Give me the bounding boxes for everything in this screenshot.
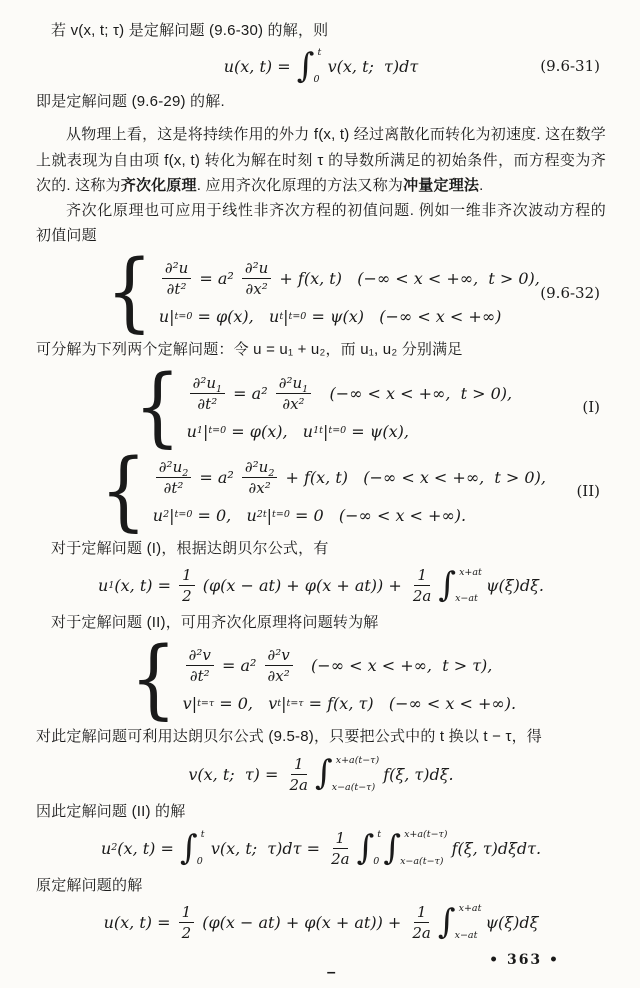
left-brace-icon: { — [133, 356, 181, 457]
lower-limit: 0 — [373, 855, 380, 867]
upper-limit: t — [317, 47, 322, 59]
num-subscript: 1 — [216, 383, 223, 395]
fraction-denominator: ∂t² — [166, 280, 187, 299]
cases-group — [130, 356, 513, 457]
math-run: | — [266, 505, 273, 525]
num-subscript: 2 — [182, 467, 189, 479]
fraction-numerator — [242, 458, 277, 478]
system-I — [36, 356, 606, 457]
term-impulse-theorem-method: 冲量定理法 — [403, 176, 480, 194]
math-run: = ψ(x) (−∞ < x < +∞) — [306, 307, 502, 327]
fraction-denominator: 2a — [412, 923, 431, 942]
integral — [296, 45, 322, 86]
math-run: = ψ(x), — [346, 421, 409, 441]
para-conclusion: 即是定解问题 (9.6-29) 的解. — [36, 93, 225, 111]
formula-v-solution — [36, 755, 606, 794]
integral-limits — [400, 829, 448, 867]
text-run: . 应用齐次化原理的方法又称为 — [196, 176, 404, 194]
integral-icon: ∫ — [437, 901, 456, 942]
fraction — [156, 458, 191, 497]
integral — [438, 564, 482, 605]
left-brace-icon: { — [130, 629, 177, 730]
cases-lines — [153, 458, 546, 525]
integral-icon: ∫ — [438, 564, 457, 605]
initial-conditions-line: u 2 | t=0 = 0, u 2t | t=0 = 0 (−∞ < x < +∞). — [152, 505, 467, 525]
fraction — [276, 374, 311, 413]
para-wave-equation-intro: 齐次化原理也可应用于线性非齐次方程的初值问题. 例如一维非齐次波动方程的初值问题 — [36, 201, 606, 245]
fraction-numerator: 1 — [414, 566, 430, 586]
fraction-denominator: 2a — [412, 587, 432, 606]
math-run: v| — [182, 694, 198, 714]
math-run: (x, t) = — [117, 838, 179, 858]
fraction — [186, 646, 214, 685]
pde-tail: + f(x, t) (−∞ < x < +∞, t > 0), — [274, 269, 540, 289]
lower-limit: x−at — [455, 593, 478, 605]
fraction-denominator: ∂x² — [248, 478, 271, 497]
para-physics-explanation — [36, 122, 606, 198]
integral-limits — [457, 568, 480, 604]
math-run: v(x, t; τ) = — [188, 764, 284, 784]
lower-limit: 0 — [313, 73, 320, 85]
fraction-denominator: ∂x² — [245, 280, 268, 299]
fraction-denominator: ∂t² — [189, 667, 210, 686]
fraction — [179, 903, 195, 942]
pde-line — [183, 646, 516, 685]
fraction-denominator: 2 — [181, 923, 192, 942]
fraction — [409, 903, 434, 942]
math-run: = φ(x), u — [226, 421, 314, 441]
equals-coefficient: = a² — [228, 383, 273, 403]
num-text: ∂²u — [158, 457, 183, 476]
fraction-denominator: 2a — [289, 775, 308, 794]
pde-tail: + f(x, t) (−∞ < x < +∞, t > 0), — [280, 467, 546, 487]
equals-coefficient: = a² — [194, 269, 239, 289]
cases-group — [96, 440, 546, 541]
fraction — [328, 829, 353, 868]
math-u-final — [104, 903, 539, 942]
left-brace-icon: { — [106, 242, 153, 343]
lower-limit: 0 — [196, 855, 203, 867]
fraction-numerator: 1 — [333, 829, 349, 849]
fraction-numerator: ∂²u — [242, 259, 271, 279]
para-original-solution: 原定解问题的解 — [36, 876, 143, 894]
eq-rhs: v(x, t; τ)dτ — [322, 56, 419, 76]
integral — [315, 753, 380, 794]
equation-number: (II) — [576, 482, 600, 501]
math-run: u — [186, 421, 197, 441]
cases-lines — [183, 646, 516, 713]
fraction-numerator: ∂²v — [265, 646, 293, 666]
fraction-denominator: ∂t² — [197, 394, 218, 413]
cases-group — [126, 629, 517, 730]
left-brace-icon: { — [100, 440, 147, 541]
fraction-numerator — [276, 374, 311, 394]
fraction — [179, 566, 195, 605]
math-run: (φ(x − at) + φ(x + at)) + — [197, 912, 407, 932]
integral-icon: ∫ — [179, 827, 198, 868]
initial-conditions-line: u| t=0 = φ(x), u t | t=0 = ψ(x) (−∞ < x < +∞) — [158, 307, 502, 327]
math-u2: u 2 (x, t) = ∫ t 0 v(x, t; τ)dτ = $\frac{1}{2a}$ ∫ t 0 ∫ x+a(t−τ) x−a(t−τ) f(ξ, τ)dξdτ. — [100, 827, 542, 868]
upper-limit: x+at — [459, 566, 482, 578]
math-run: | — [169, 505, 175, 525]
integral-limits — [375, 830, 381, 866]
para-solution-statement: 若 v(x, t; τ) 是定解问题 (9.6-30) 的解，则 — [51, 22, 329, 39]
para-therefore-II: 因此定解问题 (II) 的解 — [36, 802, 186, 820]
text-run: . — [479, 176, 484, 194]
math-run: | — [202, 421, 209, 441]
fraction-numerator: ∂²u — [162, 259, 191, 279]
math-run: v(x, t; τ)dτ = — [205, 838, 326, 858]
math-run: = 0, v — [214, 694, 278, 714]
math-run: f(ξ, τ)dξdτ. — [446, 838, 542, 858]
math-run: ψ(ξ)dξ — [480, 912, 539, 932]
equation-number: (9.6-31) — [540, 57, 600, 76]
num-subscript: 2 — [268, 467, 275, 479]
integral-icon: ∫ — [315, 753, 333, 794]
math-run: u| — [158, 307, 175, 327]
math-run: (φ(x − at) + φ(x + at)) + — [197, 576, 407, 596]
math-u1: u 1 (x, t) = $\frac{1}{2}$ (φ(x − at) + φ(x + at)) + $\frac{1}{2a}$ ∫ x+at x−at ψ(ξ)dξ. — [98, 564, 544, 606]
fraction — [190, 374, 225, 413]
fraction-numerator: 1 — [414, 903, 430, 923]
formula-u1-solution — [36, 566, 606, 605]
fraction — [242, 259, 271, 298]
cases-group — [102, 242, 540, 343]
upper-limit: x+at — [458, 903, 482, 915]
fraction-denominator: ∂x² — [282, 394, 305, 413]
math-run: | — [281, 694, 287, 714]
system-9-6-32 — [36, 242, 606, 343]
para-dalembert-I: 对于定解问题 (I)，根据达朗贝尔公式，有 — [51, 539, 329, 557]
equation-number: (9.6-32) — [540, 283, 600, 302]
fraction — [162, 259, 191, 298]
cases-lines — [187, 374, 513, 441]
pde-line — [153, 458, 546, 497]
formula-u2-solution — [36, 829, 606, 868]
upper-limit: t — [200, 829, 205, 841]
integral — [179, 827, 205, 868]
integral — [383, 827, 448, 868]
fraction-denominator: 2a — [331, 849, 350, 868]
integral-icon: ∫ — [356, 827, 375, 868]
math-run: | — [322, 421, 329, 441]
math-run: u — [152, 505, 164, 525]
fraction-numerator: 1 — [291, 755, 307, 775]
num-text: ∂²u — [278, 373, 303, 392]
equals-coefficient: = a² — [194, 467, 239, 487]
fraction-numerator — [156, 458, 191, 478]
fraction-denominator: ∂t² — [163, 478, 184, 497]
math-run: = φ(x), u — [192, 307, 280, 327]
fraction-numerator: 1 — [179, 566, 195, 586]
integral-icon: ∫ — [383, 827, 402, 868]
fraction-numerator: ∂²v — [186, 646, 214, 666]
para-decomposition: 可分解为下列两个定解问题：令 u = u₁ + u₂，而 u₁, u₂ 分别满足 — [36, 341, 463, 359]
math-run: | — [283, 307, 289, 327]
pde-tail: (−∞ < x < +∞, t > τ), — [295, 656, 493, 676]
math-v — [188, 755, 453, 794]
num-subscript: 1 — [302, 383, 309, 395]
num-text: ∂²u — [192, 373, 217, 392]
upper-limit: t — [377, 829, 382, 841]
equation-number: (I) — [582, 398, 600, 417]
term-homogenization-principle: 齐次化原理 — [120, 176, 197, 194]
pde-line — [159, 259, 540, 298]
integral-limits — [315, 48, 321, 84]
integral-limits — [331, 755, 380, 793]
formula-9-6-31 — [36, 45, 606, 86]
math-run: = 0, u — [192, 505, 257, 525]
initial-conditions-line: u 1 | t=0 = φ(x), u 1t | t=0 = ψ(x), — [186, 421, 409, 441]
footer-dash: – — [326, 964, 336, 981]
integral-icon: ∫ — [296, 45, 315, 86]
math-run: ψ(ξ)dξ. — [480, 576, 544, 596]
fraction — [242, 458, 277, 497]
math-run: u — [98, 576, 109, 596]
cases-lines — [159, 259, 540, 326]
system-v — [36, 629, 606, 730]
initial-conditions-line: v| t=τ = 0, v t | t=τ = f(x, τ) (−∞ < x < +∞). — [182, 694, 517, 714]
integral — [437, 901, 482, 942]
lower-limit: x−a(t−τ) — [331, 781, 376, 793]
para-homogenization-II: 对于定解问题 (II)，可用齐次化原理将问题转为解 — [51, 614, 379, 632]
equals-coefficient: = a² — [216, 656, 262, 676]
fraction — [287, 755, 312, 794]
math-run: u(x, t) = — [103, 912, 176, 932]
num-text: ∂²u — [244, 457, 269, 476]
fraction — [410, 566, 435, 605]
fraction-denominator: ∂x² — [267, 667, 290, 686]
integral — [356, 827, 382, 868]
math-run: u — [100, 838, 112, 858]
upper-limit: x+a(t−τ) — [404, 829, 448, 841]
integral-limits — [454, 903, 482, 941]
integral-limits — [196, 829, 205, 867]
math-run: (x, t) = — [114, 576, 177, 596]
lower-limit: x−a(t−τ) — [400, 855, 444, 867]
pde-tail: (−∞ < x < +∞, t > 0), — [314, 383, 513, 403]
system-II — [36, 440, 606, 541]
text-run: 从物理上看，这是将持续作用的外力 f(x, t) 经过离散化而转化为初速度. 这在数学上就表现为自由项 f(x, t) 转化为解在时刻 τ 的导数所满足的初始条件，而方程变为齐次的. 这称为 — [36, 126, 606, 194]
lower-limit: x−at — [454, 929, 478, 941]
math-u-integral — [223, 45, 419, 86]
fraction-denominator: 2 — [182, 587, 192, 606]
math-run: = 0 (−∞ < x < +∞). — [289, 505, 467, 525]
para-dalembert-shift: 对此定解问题可利用达朗贝尔公式 (9.5-8)，只要把公式中的 t 换以 t − τ，得 — [36, 728, 543, 746]
upper-limit: x+a(t−τ) — [335, 755, 380, 766]
page-number: • 363 • — [489, 952, 560, 968]
formula-final-solution — [36, 903, 606, 942]
math-run: f(ξ, τ)dξ. — [378, 764, 454, 784]
fraction — [265, 646, 293, 685]
pde-line — [187, 374, 513, 413]
page-footer — [36, 952, 606, 981]
fraction-numerator: 1 — [179, 903, 195, 923]
math-run: = f(x, τ) (−∞ < x < +∞). — [303, 694, 517, 714]
fraction-numerator — [190, 374, 225, 394]
eq-lhs: u(x, t) = — [223, 56, 296, 76]
